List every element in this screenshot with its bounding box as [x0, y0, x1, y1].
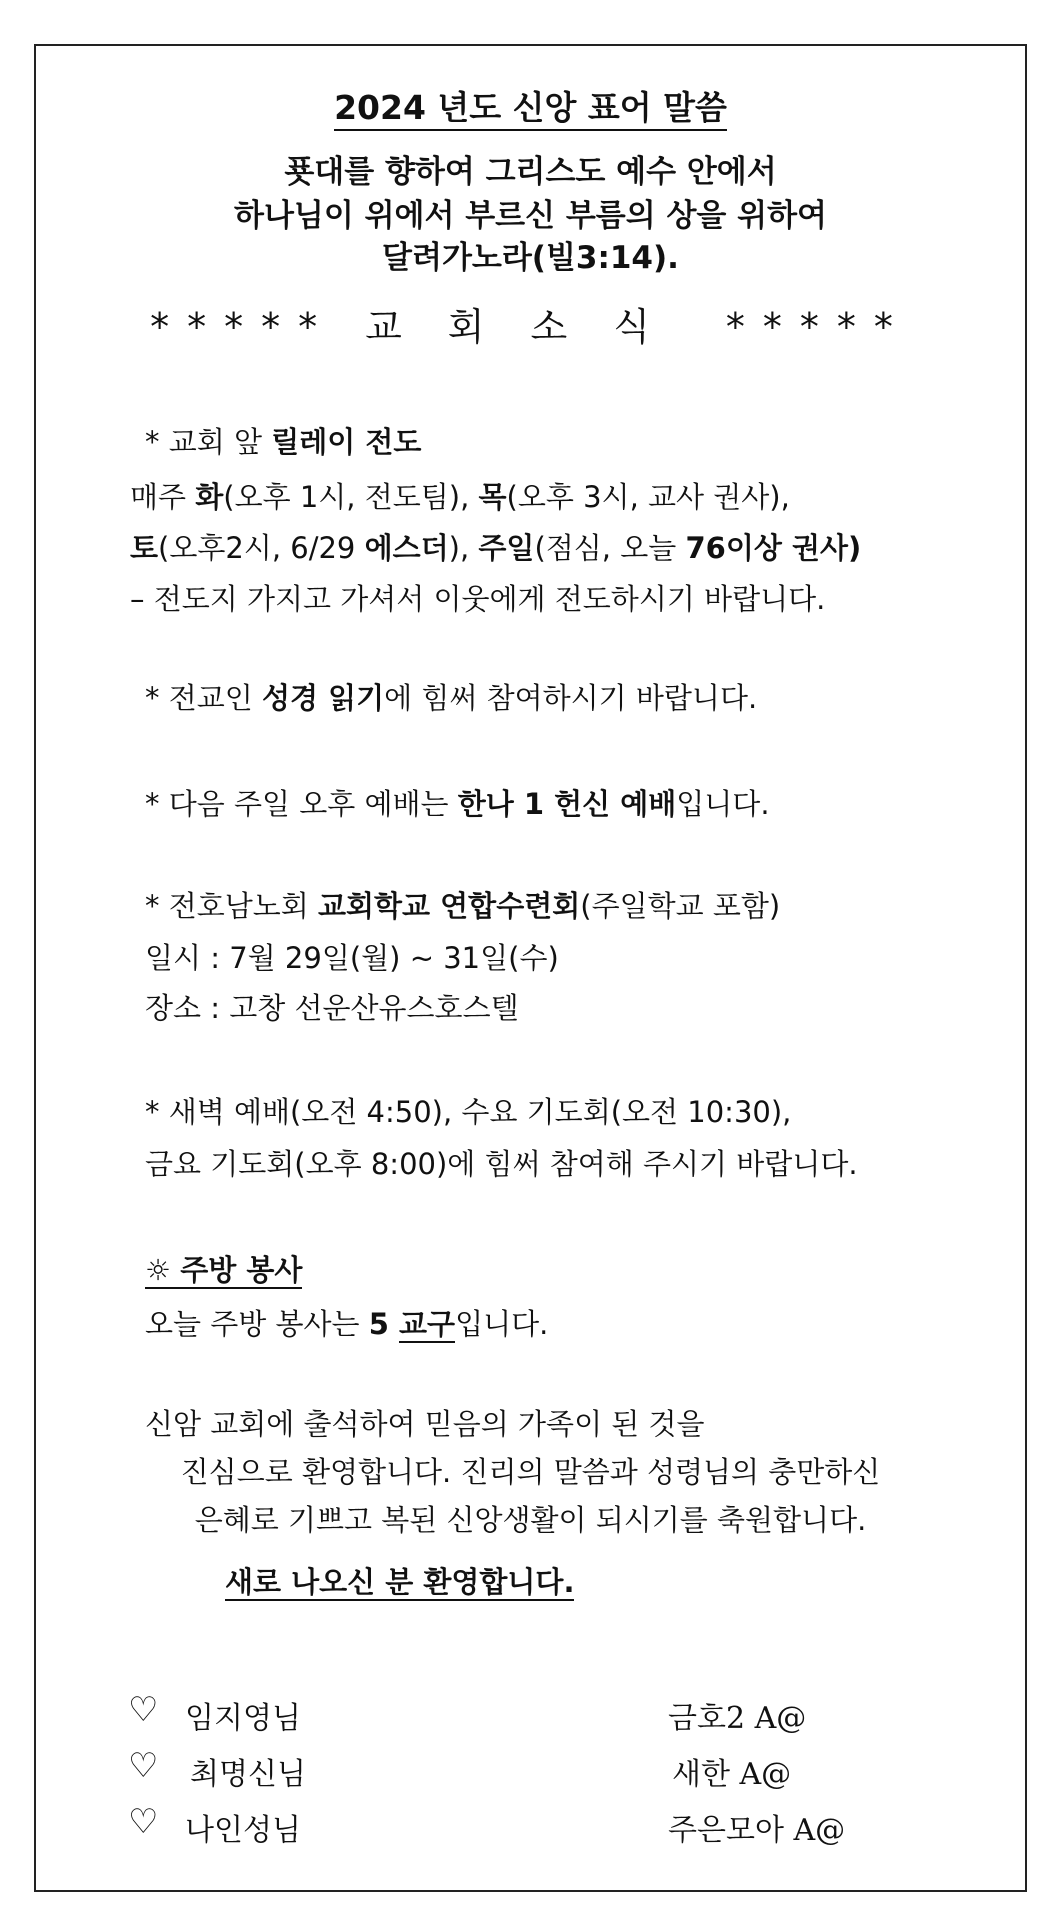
relay-line-2: [130, 475, 790, 516]
relay-title-prefix: * 교회 앞: [145, 425, 272, 459]
relay-l3-d: ),: [448, 531, 479, 565]
newcomer-name: 나인성님: [185, 1813, 301, 1848]
heart-icon: ♡: [128, 1746, 159, 1786]
retreat-notice: [145, 884, 780, 925]
welcome-line-2: 진심으로 환영합니다. 진리의 말씀과 성령님의 충만하신: [180, 1455, 881, 1489]
bible-c: 에 힘써 참여하시기 바랍니다.: [384, 681, 758, 715]
news-header-word: 교회소식: [365, 305, 696, 349]
relay-line-4: – 전도지 가지고 가셔서 이웃에게 전도하시기 바랍니다.: [130, 582, 826, 616]
sun-icon: ☼: [145, 1253, 171, 1287]
newcomer-group: 새한 A@: [672, 1757, 792, 1792]
welcome-line-1: 신암 교회에 출석하여 믿음의 가족이 된 것을: [145, 1407, 705, 1441]
prayer-line-2: 금요 기도회(오후 8:00)에 힘써 참여해 주시기 바랍니다.: [145, 1147, 858, 1181]
worship-c: 입니다.: [676, 787, 770, 821]
stars-left: *****: [150, 305, 336, 349]
newcomer-group: 주은모아 A@: [668, 1813, 846, 1848]
relay-line-3: [130, 526, 861, 567]
newcomer-name: 최명신님: [190, 1757, 306, 1792]
title-text: 2024 년도 신앙 표어 말씀: [334, 88, 727, 131]
retreat-a: * 전호남노회: [145, 889, 319, 923]
verse-line-3: 달려가노라(빌3:14).: [382, 240, 679, 276]
verse-line-2: 하나님이 위에서 부르신 부름의 상을 위하여: [234, 198, 827, 234]
relay-l2-b: 화: [195, 480, 224, 514]
relay-title: [145, 420, 421, 461]
page-title: [0, 82, 1061, 129]
relay-l3-g: 76이상 권사): [685, 531, 862, 565]
relay-l2-d: 목: [478, 480, 507, 514]
relay-l3-e: 주일: [478, 531, 535, 565]
relay-l3-c: 에스더: [364, 531, 449, 565]
relay-l2-e: (오후 3시, 교사 권사),: [506, 480, 790, 514]
newcomer-row: [128, 1746, 158, 1786]
bible-a: * 전교인: [145, 681, 262, 715]
relay-l3-f: (점심, 오늘: [534, 531, 686, 565]
heart-icon: ♡: [128, 1690, 159, 1730]
retreat-b: 교회학교 연합수련회: [318, 889, 581, 923]
kitchen-title: [145, 1248, 302, 1289]
kitchen-d: 입니다.: [455, 1307, 549, 1341]
welcome-new: [225, 1560, 574, 1601]
relay-l3-b: (오후2시, 6/29: [158, 531, 365, 565]
retreat-date: 일시 : 7월 29일(월) ~ 31일(수): [145, 941, 559, 975]
retreat-place: 장소 : 고창 선운산유스호스텔: [145, 991, 519, 1025]
news-header: [0, 296, 1061, 351]
worship-notice: [145, 782, 770, 823]
relay-title-bold: 릴레이 전도: [271, 425, 422, 459]
relay-l3-a: 토: [130, 531, 159, 565]
prayer-line-1: * 새벽 예배(오전 4:50), 수요 기도회(오전 10:30),: [145, 1095, 792, 1129]
bible-b: 성경 읽기: [261, 681, 385, 715]
kitchen-title-text: 주방 봉사: [180, 1253, 303, 1287]
kitchen-notice: [145, 1302, 548, 1343]
worship-a: * 다음 주일 오후 예배는: [145, 787, 458, 821]
retreat-c: (주일학교 포함): [580, 889, 781, 923]
kitchen-b: 5: [368, 1307, 400, 1341]
bible-reading-notice: [145, 676, 757, 717]
welcome-line-3: 은혜로 기쁘고 복된 신앙생활이 되시기를 축원합니다.: [194, 1503, 867, 1537]
relay-l2-c: (오후 1시, 전도팀),: [223, 480, 479, 514]
relay-l2-a: 매주: [130, 480, 196, 514]
newcomer-name: 임지영님: [185, 1701, 301, 1736]
newcomer-row: [128, 1690, 158, 1730]
newcomer-row: [128, 1802, 158, 1842]
stars-right: *****: [725, 305, 911, 349]
newcomer-group: 금호2 A@: [668, 1701, 807, 1736]
heart-icon: ♡: [128, 1802, 159, 1842]
worship-b: 한나 1 헌신 예배: [457, 787, 677, 821]
kitchen-c: 교구: [399, 1307, 456, 1341]
kitchen-a: 오늘 주방 봉사는: [145, 1307, 369, 1341]
verse-line-1: 푯대를 향하여 그리스도 예수 안에서: [284, 154, 777, 190]
welcome-new-text: 새로 나오신 분 환영합니다.: [225, 1565, 575, 1599]
